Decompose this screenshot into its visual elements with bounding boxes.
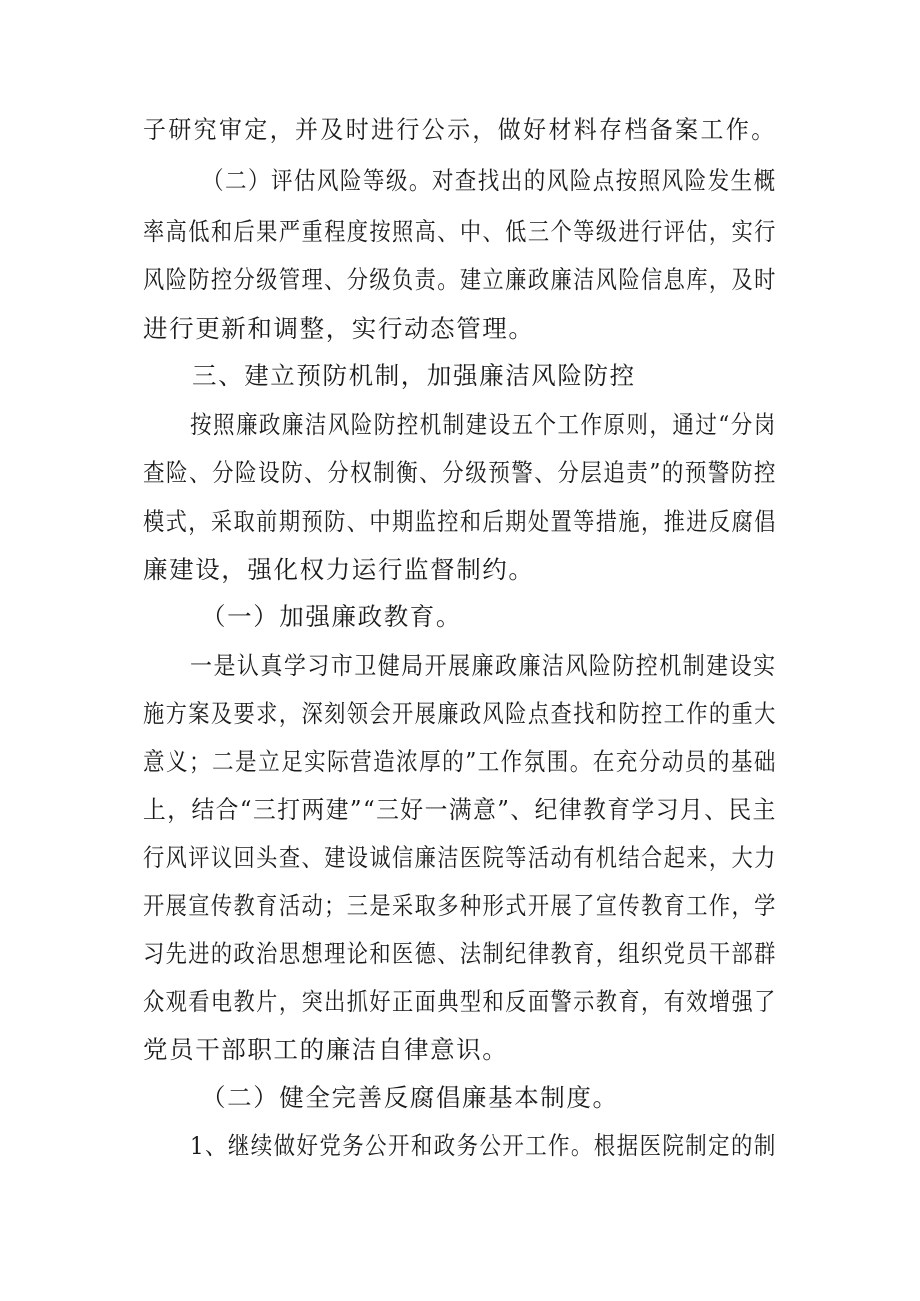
text-line: 行风评议回头查、建设诚信廉洁医院等活动有机结合起来，大力 xyxy=(143,843,777,872)
subsection-heading: （二）健全完善反腐倡廉基本制度。 xyxy=(201,1083,619,1112)
section-heading: 三、建立预防机制，加强廉洁风险防控 xyxy=(192,361,636,390)
text-line: 率高低和后果严重程度按照高、中、低三个等级进行评估，实行 xyxy=(143,217,777,246)
text-line: 习先进的政治思想理论和医德、法制纪律教育，组织党员干部群 xyxy=(143,939,777,968)
text-line: 众观看电教片，突出抓好正面典型和反面警示教育，有效增强了 xyxy=(143,987,777,1016)
text-line: 查险、分险设防、分权制衡、分级预警、分层追责”的预警防控 xyxy=(143,458,777,487)
text-line: 意义；二是立足实际营造浓厚的”工作氛围。在充分动员的基础 xyxy=(143,747,777,776)
text-line: 开展宣传教育活动；三是采取多种形式开展了宣传教育工作，学 xyxy=(143,891,777,920)
text-line: 进行更新和调整，实行动态管理。 xyxy=(143,314,535,343)
text-line: 按照廉政廉洁风险防控机制建设五个工作原则，通过“分岗 xyxy=(190,410,777,439)
text-line: 子研究审定，并及时进行公示，做好材料存档备案工作。 xyxy=(143,115,777,144)
text-line: 上，结合“三打两建”“三好一满意”、纪律教育学习月、民主 xyxy=(143,795,777,824)
text-line: （二）评估风险等级。对查找出的风险点按照风险发生概 xyxy=(202,166,777,195)
text-line: 施方案及要求，深刻领会开展廉政风险点查找和防控工作的重大 xyxy=(143,699,777,728)
text-line: 一是认真学习市卫健局开展廉政廉洁风险防控机制建设实 xyxy=(190,651,777,680)
subsection-heading: （一）加强廉政教育。 xyxy=(201,602,462,631)
text-line: 风险防控分级管理、分级负责。建立廉政廉洁风险信息库，及时 xyxy=(143,265,777,294)
text-line: 模式，采取前期预防、中期监控和后期处置等措施，推进反腐倡 xyxy=(143,507,777,536)
text-line: 廉建设，强化权力运行监督制约。 xyxy=(143,555,535,584)
text-line: 党员干部职工的廉洁自律意识。 xyxy=(143,1035,509,1064)
text-line: 1、继续做好党务公开和政务公开工作。根据医院制定的制 xyxy=(190,1131,777,1160)
